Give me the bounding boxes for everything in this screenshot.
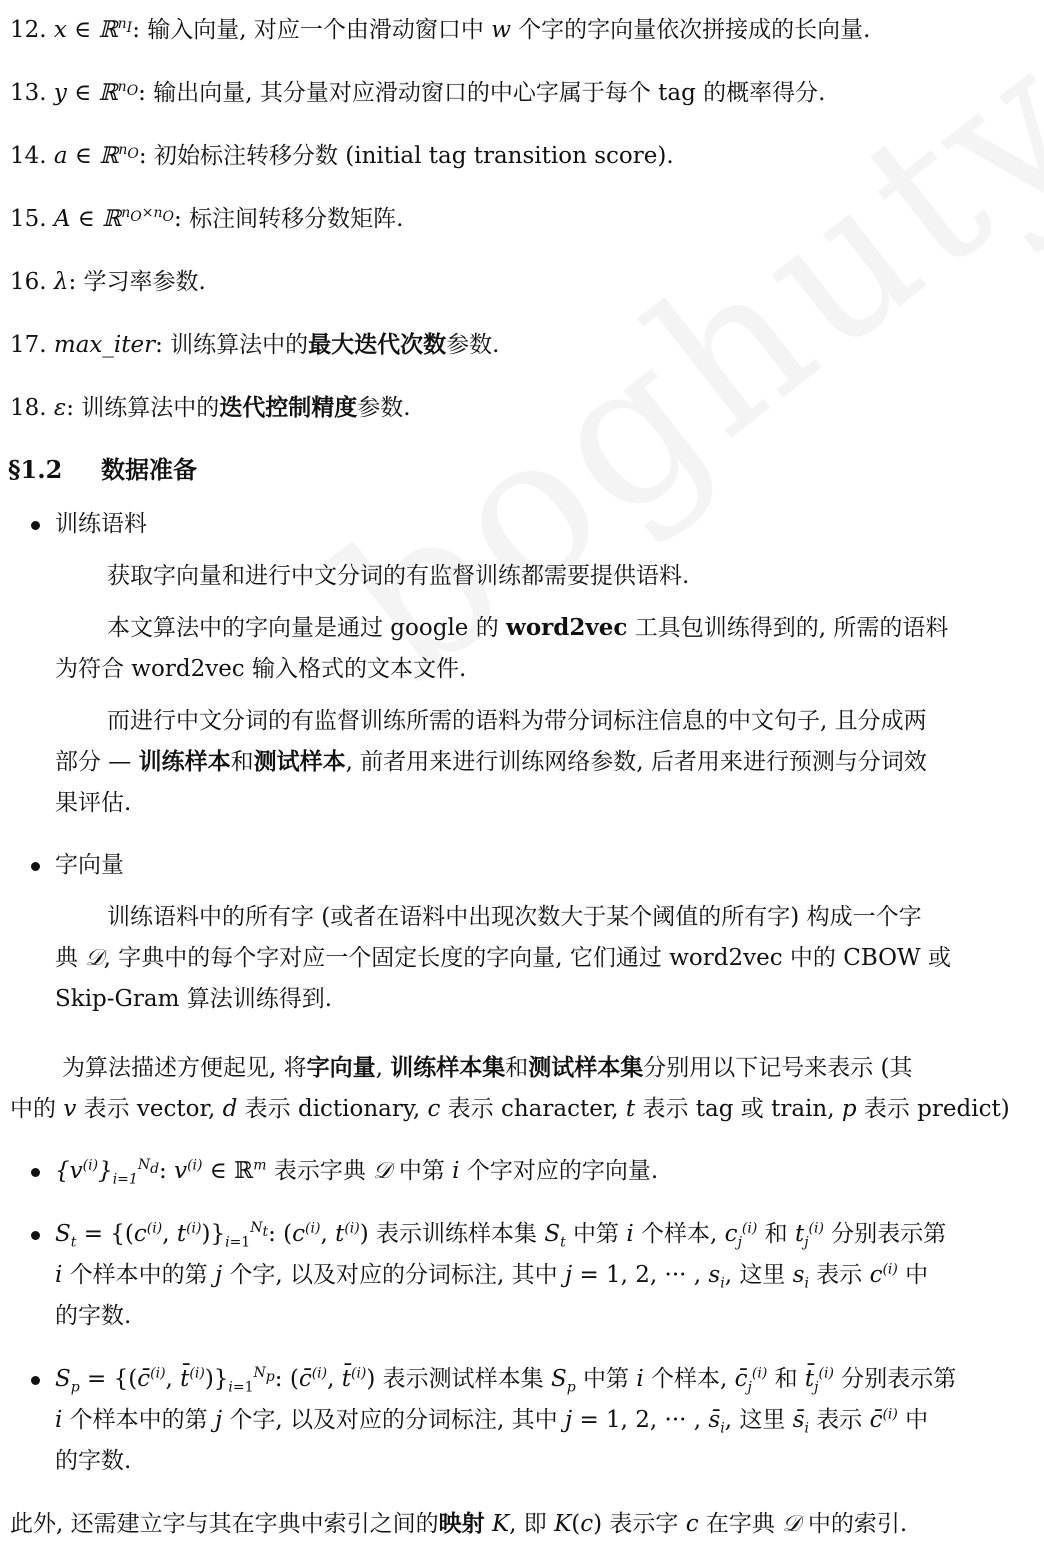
- item-number: 14.: [10, 143, 54, 169]
- item-symbol: λ: [53, 269, 69, 295]
- bullet-heading-corpus: 训练语料: [55, 511, 147, 537]
- corpus-paragraph-3-line-2: 部分 — 训练样本和测试样本, 前者用来进行训练网络参数, 后者用来进行预测与分词效: [55, 749, 927, 775]
- item-description: : 训练算法中的最大迭代次数参数.: [155, 332, 500, 358]
- bullet-dot: [31, 521, 40, 530]
- section-heading: [8, 454, 197, 486]
- item-description: : 输出向量, 其分量对应滑动窗口的中心字属于每个 tag 的概率得分.: [138, 80, 826, 106]
- numbered-item: [10, 77, 825, 109]
- numbered-item: [10, 203, 403, 235]
- item-symbol: x ∈ ℝ$^{n_I}$: [53, 16, 133, 43]
- numbered-item: [10, 266, 206, 298]
- item-symbol: a ∈ ℝ$^{n_O}$: [53, 142, 139, 169]
- corpus-paragraph-1: 获取字向量和进行中文分词的有监督训练都需要提供语料.: [107, 563, 690, 589]
- notation-item-line: 的字数.: [55, 1303, 132, 1329]
- item-description: : 训练算法中的迭代控制精度参数.: [66, 395, 411, 421]
- corpus-paragraph-3-line-1: 而进行中文分词的有监督训练所需的语料为带分词标注信息的中文句子, 且分成两: [107, 708, 927, 734]
- section-number: §1.2: [8, 455, 63, 484]
- notation-item-line: $S_p$ = {(c̄$^{(i)}$, $t̄^{(i)})\}_{i=1}^{N_p}$: (c̄$^{(i)}$, t̄$^{(i)}$) 表示测试样本集 $S_p$ 中第 i 个样本, $c̄_j^{(i)}$ 和 $t̄_j^{(i)}$ 分别表示第: [55, 1365, 957, 1396]
- item-number: 15.: [10, 206, 54, 232]
- notation-item-line: $\{v^{(i)}\}_{i=1}^{N_d}$: $v^{(i)}$ ∈ ℝ$^m$ 表示字典 𝒟 中第 i 个字对应的字向量.: [55, 1157, 659, 1188]
- item-number: 12.: [10, 17, 54, 43]
- item-symbol: A ∈ ℝ$^{n_O\times n_O}$: [53, 205, 175, 232]
- item-number: 17.: [10, 332, 54, 358]
- notation-intro-line-1: 为算法描述方便起见, 将字向量, 训练样本集和测试样本集分别用以下记号来表示 (其: [62, 1055, 913, 1081]
- item-description: : 输入向量, 对应一个由滑动窗口中 w 个字的字向量依次拼接成的长向量.: [132, 17, 871, 43]
- notation-item-line: i 个样本中的第 j 个字, 以及对应的分词标注, 其中 j = 1, 2, ··· , $s̄_i$, 这里 $s̄_i$ 表示 c̄$^{(i)}$ 中: [55, 1406, 929, 1437]
- item-number: 16.: [10, 269, 54, 295]
- corpus-paragraph-2-line-1: 本文算法中的字向量是通过 google 的 word2vec 工具包训练得到的, 所需的语料: [107, 614, 949, 641]
- item-number: 13.: [10, 80, 54, 106]
- item-description: : 初始标注转移分数 (initial tag transition score).: [138, 143, 674, 169]
- section-title: 数据准备: [101, 456, 198, 484]
- vectors-line-1: 训练语料中的所有字 (或者在语料中出现次数大于某个阈值的所有字) 构成一个字: [107, 904, 922, 930]
- vectors-line-3: Skip-Gram 算法训练得到.: [55, 986, 333, 1012]
- notation-item-line: $S_t = \{(c^{(i)}$, $t^{(i)})\}_{i=1}^{N_t}$: ($c^{(i)}$, $t^{(i)}$) 表示训练样本集 $S_t$ 中第 i 个样本, $c_j^{(i)}$ 和 $t_j^{(i)}$ 分别表示第: [55, 1220, 947, 1251]
- item-symbol: y ∈ ℝ$^{n_O}$: [53, 79, 139, 106]
- bullet-heading-vectors: 字向量: [55, 852, 124, 878]
- item-number: 18.: [10, 395, 54, 421]
- corpus-paragraph-2-line-2: 为符合 word2vec 输入格式的文本文件.: [55, 656, 467, 682]
- bullet-dot: [31, 862, 40, 871]
- closing-sentence: 此外, 还需建立字与其在字典中索引之间的映射 K, 即 K(c) 表示字 c 在字典 𝒟 中的索引.: [10, 1511, 908, 1537]
- bullet-dot: [31, 1376, 40, 1385]
- item-symbol: ε: [53, 395, 67, 421]
- notation-item-line: i 个样本中的第 j 个字, 以及对应的分词标注, 其中 j = 1, 2, ··· , $s_i$, 这里 $s_i$ 表示 $c^{(i)}$ 中: [55, 1261, 929, 1292]
- bullet-dot: [31, 1231, 40, 1240]
- notation-item-line: 的字数.: [55, 1448, 132, 1474]
- item-description: : 标注间转移分数矩阵.: [174, 206, 404, 232]
- vectors-line-2: 典 𝒟, 字典中的每个字对应一个固定长度的字向量, 它们通过 word2vec 中的 CBOW 或: [55, 945, 951, 971]
- numbered-item: [10, 14, 871, 46]
- corpus-paragraph-3-line-3: 果评估.: [55, 790, 132, 816]
- numbered-item: [10, 329, 499, 361]
- bullet-dot: [31, 1168, 40, 1177]
- item-description: : 学习率参数.: [68, 269, 206, 295]
- item-symbol: max_iter: [53, 332, 156, 358]
- numbered-item: [10, 140, 674, 172]
- notation-intro-line-2: 中的 v 表示 vector, d 表示 dictionary, c 表示 character, t 表示 tag 或 train, p 表示 predict): [10, 1096, 1010, 1122]
- numbered-item: [10, 392, 411, 424]
